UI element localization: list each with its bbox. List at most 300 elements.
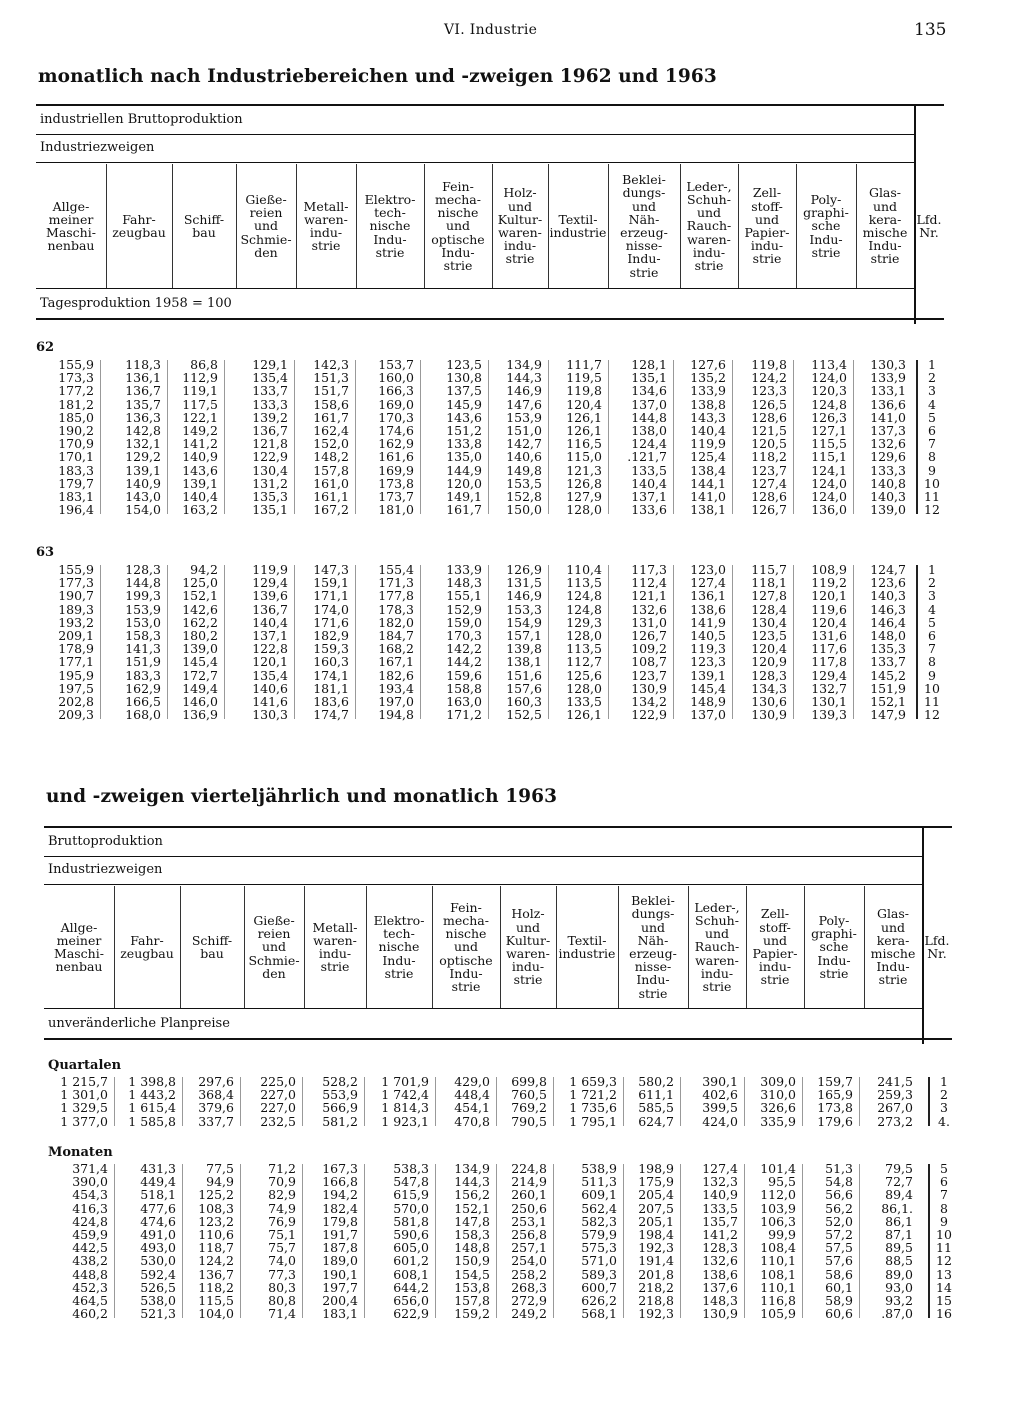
- table-cell: 116,8: [760, 1293, 796, 1308]
- column-header: Elektro- tech- nische Indu- strie: [364, 191, 416, 260]
- table-cell: 146,9: [506, 383, 542, 399]
- table-cell: 173,7: [378, 489, 414, 504]
- group-label: 63: [36, 545, 55, 560]
- table-cell: 137,0: [690, 707, 726, 723]
- table-cell: 297,6: [198, 1074, 234, 1089]
- table-cell: 93,2: [885, 1293, 913, 1308]
- table-cell: 199,3: [125, 588, 161, 604]
- table-cell: 135,2: [690, 370, 726, 386]
- table-cell: 198,4: [638, 1227, 674, 1242]
- table-cell: 70,9: [268, 1174, 296, 1190]
- table-cell: 110,6: [198, 1227, 234, 1242]
- table-cell: 196,4: [58, 502, 94, 518]
- table-cell: 790,5: [511, 1113, 547, 1129]
- table-cell: 190,7: [58, 588, 94, 604]
- table-cell: 249,2: [511, 1306, 547, 1322]
- table-cell: 581,2: [322, 1113, 358, 1129]
- table-cell: 134,2: [631, 694, 667, 709]
- row-number: 5: [928, 409, 936, 425]
- table-cell: 179,8: [322, 1213, 358, 1229]
- table-cell: 137,1: [631, 489, 667, 504]
- table-cell: 117,8: [811, 654, 847, 670]
- table-cell: 141,9: [690, 614, 726, 630]
- table-row: [0, 1101, 1024, 1114]
- table-cell: 268,3: [511, 1279, 547, 1295]
- table-cell: 442,5: [72, 1240, 108, 1256]
- table-cell: 77,5: [206, 1161, 234, 1176]
- table-cell: 171,3: [378, 575, 414, 591]
- table-cell: 148,9: [690, 694, 726, 709]
- row-number: 8: [940, 1200, 948, 1216]
- table-cell: 133,9: [690, 383, 726, 399]
- table-cell: 130,9: [751, 707, 787, 723]
- row-number: 9: [928, 667, 936, 683]
- column-divider: [688, 886, 689, 1008]
- table-cell: 71,2: [268, 1161, 296, 1176]
- table-cell: 94,9: [206, 1174, 234, 1190]
- table-cell: 257,1: [511, 1240, 547, 1256]
- table-cell: 175,9: [638, 1174, 674, 1190]
- table-cell: 71,4: [268, 1306, 296, 1322]
- table-cell: 326,6: [760, 1100, 796, 1116]
- table-cell: 470,8: [454, 1113, 490, 1129]
- table-row: [0, 1162, 1024, 1175]
- table-cell: 157,6: [506, 680, 542, 696]
- table-cell: 449,4: [140, 1174, 176, 1190]
- table-cell: 121,8: [252, 436, 288, 452]
- row-number: 4: [928, 601, 936, 617]
- table-cell: 179,6: [817, 1113, 853, 1129]
- table-cell: 126,8: [566, 475, 602, 491]
- table-cell: 609,1: [581, 1187, 617, 1203]
- table-row: [0, 411, 1024, 424]
- column-header: Fein- mecha- nische und optische Indu- strie: [439, 899, 493, 994]
- table-cell: 538,9: [581, 1161, 617, 1176]
- table-cell: 134,9: [454, 1161, 490, 1176]
- table-cell: 493,0: [140, 1240, 176, 1256]
- table-cell: 140,3: [870, 588, 906, 604]
- subheader-rule: [36, 162, 914, 163]
- table-cell: 117,6: [811, 641, 847, 657]
- table-row: [0, 424, 1024, 437]
- table-cell: 136,1: [690, 588, 726, 604]
- table-cell: 119,2: [811, 575, 847, 591]
- table-cell: 80,8: [268, 1293, 296, 1308]
- table-cell: 113,4: [811, 357, 847, 372]
- column-header: Glas- und kera- mische Indu- strie: [862, 185, 908, 267]
- table-cell: 511,3: [581, 1174, 617, 1190]
- table-cell: 132,7: [811, 680, 847, 696]
- table-cell: 101,4: [760, 1161, 796, 1176]
- row-number: 16: [936, 1306, 952, 1322]
- table-cell: 155,9: [58, 357, 94, 372]
- table-cell: 579,9: [581, 1227, 617, 1242]
- table-row: [0, 464, 1024, 477]
- table-cell: 120,3: [811, 383, 847, 399]
- row-number: 12: [936, 1253, 952, 1269]
- table-cell: 159,6: [446, 667, 482, 683]
- table-cell: 161,0: [313, 475, 349, 491]
- table-cell: 125,4: [690, 449, 726, 465]
- table-cell: 160,3: [313, 654, 349, 670]
- table-cell: 93,0: [885, 1279, 913, 1295]
- table-cell: 151,7: [313, 383, 349, 399]
- table-cell: 190,1: [322, 1266, 358, 1282]
- table-cell: 153,5: [506, 475, 542, 491]
- table-cell: 335,9: [760, 1113, 796, 1129]
- table-cell: 166,3: [378, 383, 414, 399]
- table-row: [0, 384, 1024, 397]
- unit-label: Tagesproduktion 1958 = 100: [40, 296, 232, 311]
- table-cell: 119,8: [566, 383, 602, 399]
- table-cell: 122,8: [252, 641, 288, 657]
- table-row: [0, 1281, 1024, 1294]
- table-cell: 173,8: [817, 1100, 853, 1116]
- column-divider: [180, 886, 181, 1008]
- table-cell: 162,2: [182, 614, 218, 630]
- table-cell: 183,6: [313, 694, 349, 709]
- table-cell: 133,6: [631, 502, 667, 518]
- row-number: 10: [936, 1227, 952, 1242]
- table-cell: 224,8: [511, 1161, 547, 1176]
- table-cell: 167,2: [313, 502, 349, 518]
- table-cell: 120,1: [811, 588, 847, 604]
- table-cell: 624,7: [638, 1113, 674, 1129]
- table-cell: 253,1: [511, 1213, 547, 1229]
- table-cell: 581,8: [393, 1213, 429, 1229]
- table-cell: 491,0: [140, 1227, 176, 1242]
- table-cell: 161,7: [446, 502, 482, 518]
- table-cell: 136,7: [252, 601, 288, 617]
- row-number: 7: [928, 436, 936, 452]
- table-cell: 124,7: [870, 562, 906, 577]
- table-cell: 149,4: [182, 680, 218, 696]
- table-cell: 192,3: [638, 1240, 674, 1256]
- table-cell: 138,6: [690, 601, 726, 617]
- column-divider: [296, 164, 297, 288]
- table-cell: 160,3: [506, 694, 542, 709]
- table-cell: 159,0: [446, 614, 482, 630]
- table-cell: 123,3: [751, 383, 787, 399]
- table-cell: 1 329,5: [60, 1100, 108, 1116]
- table-cell: 145,4: [182, 654, 218, 670]
- table-cell: 128,3: [125, 562, 161, 577]
- table-cell: 149,8: [506, 462, 542, 478]
- table-cell: 149,1: [446, 489, 482, 504]
- table-cell: 125,0: [182, 575, 218, 591]
- table-cell: 190,2: [58, 423, 94, 438]
- column-divider: [548, 164, 549, 288]
- table-cell: 162,9: [378, 436, 414, 452]
- table-cell: 115,0: [566, 449, 602, 465]
- table-row: [0, 1115, 1024, 1128]
- table-cell: 177,8: [378, 588, 414, 604]
- table-cell: 121,1: [631, 588, 667, 604]
- table-cell: 171,1: [313, 588, 349, 604]
- table-cell: 448,4: [454, 1087, 490, 1103]
- table-cell: 119,9: [690, 436, 726, 452]
- table-cell: 156,2: [454, 1187, 490, 1203]
- column-divider: [492, 164, 493, 288]
- table-cell: 124,0: [811, 489, 847, 504]
- table-cell: 390,0: [72, 1174, 108, 1190]
- table-cell: 113,5: [566, 641, 602, 657]
- table-cell: 130,9: [631, 680, 667, 696]
- table-cell: 183,3: [58, 462, 94, 478]
- table-cell: 171,6: [313, 614, 349, 630]
- table-cell: 128,1: [631, 357, 667, 372]
- table-cell: 267,0: [877, 1100, 913, 1116]
- table-cell: 538,3: [393, 1161, 429, 1176]
- table-cell: 140,4: [690, 423, 726, 438]
- table-cell: 120,5: [751, 436, 787, 452]
- row-number: 7: [928, 641, 936, 657]
- column-divider: [114, 886, 115, 1008]
- table-cell: 124,2: [751, 370, 787, 386]
- table-cell: 132,6: [870, 436, 906, 452]
- table-cell: 127,4: [690, 575, 726, 591]
- table-cell: 112,0: [760, 1187, 796, 1203]
- table-cell: 126,1: [566, 409, 602, 425]
- table-cell: 1 795,1: [569, 1113, 617, 1129]
- table-cell: 117,5: [182, 396, 218, 412]
- table-cell: 125,2: [198, 1187, 234, 1203]
- table-cell: 182,6: [378, 667, 414, 683]
- table-cell: 126,1: [566, 423, 602, 438]
- table-cell: 424,8: [72, 1213, 108, 1229]
- column-header: Textil- industrie: [558, 932, 616, 961]
- column-header: Metall- waren- indu- strie: [312, 919, 358, 975]
- table-cell: 128,3: [702, 1240, 738, 1256]
- table-cell: 104,0: [198, 1306, 234, 1322]
- table-cell: 138,6: [702, 1266, 738, 1282]
- table-cell: 178,3: [378, 601, 414, 617]
- table-cell: 129,4: [811, 667, 847, 683]
- table-cell: 155,4: [378, 562, 414, 577]
- table-cell: 124,0: [811, 370, 847, 386]
- column-header: Leder-, Schuh- und Rauch- waren- indu- strie: [686, 178, 732, 273]
- column-header: Leder-, Schuh- und Rauch- waren- indu- strie: [694, 899, 740, 994]
- table-cell: 133,9: [870, 370, 906, 386]
- table-cell: 214,9: [511, 1174, 547, 1190]
- row-number: 11: [924, 489, 940, 504]
- row-number: 9: [928, 462, 936, 478]
- table-cell: 146,3: [870, 601, 906, 617]
- table-cell: 135,3: [870, 641, 906, 657]
- table-cell: 150,0: [506, 502, 542, 518]
- row-number: 3: [940, 1100, 948, 1116]
- table-cell: 124,8: [566, 601, 602, 617]
- table-cell: 135,0: [446, 449, 482, 465]
- table-cell: 152,1: [454, 1200, 490, 1216]
- table-cell: 132,1: [125, 436, 161, 452]
- table-cell: 152,8: [506, 489, 542, 504]
- column-header: Gieße- reien und Schmie- den: [240, 191, 292, 260]
- table-cell: 124,0: [811, 475, 847, 491]
- row-number: 12: [924, 502, 940, 518]
- table-cell: 521,3: [140, 1306, 176, 1322]
- header-sub-label: Industriezweigen: [48, 862, 163, 877]
- table-cell: 123,3: [690, 654, 726, 670]
- table-cell: 151,9: [125, 654, 161, 670]
- table-cell: 119,3: [690, 641, 726, 657]
- table-cell: 129,6: [870, 449, 906, 465]
- table-row: [0, 563, 1024, 576]
- table-cell: 142,6: [182, 601, 218, 617]
- table-row: [0, 1294, 1024, 1307]
- table-cell: 143,6: [182, 462, 218, 478]
- table-cell: 127,9: [566, 489, 602, 504]
- table-cell: 119,6: [811, 601, 847, 617]
- table-cell: 590,6: [393, 1227, 429, 1242]
- table-cell: 133,3: [252, 396, 288, 412]
- table-cell: 170,9: [58, 436, 94, 452]
- table-cell: 547,8: [393, 1174, 429, 1190]
- column-divider: [304, 886, 305, 1008]
- column-header: Fahr- zeugbau: [120, 932, 174, 961]
- column-header: Lfd. Nr.: [916, 211, 942, 240]
- column-divider: [608, 164, 609, 288]
- table-cell: 209,1: [58, 628, 94, 643]
- table-cell: 144,2: [446, 654, 482, 670]
- table-cell: 151,3: [313, 370, 349, 386]
- column-divider: [432, 886, 433, 1008]
- table-cell: 416,3: [72, 1200, 108, 1216]
- table-cell: 130,3: [870, 357, 906, 372]
- table-cell: 123,7: [751, 462, 787, 478]
- row-number: 2: [928, 370, 936, 386]
- table-cell: 166,5: [125, 694, 161, 709]
- row-number: 6: [928, 628, 936, 643]
- table-row: [0, 669, 1024, 682]
- row-number: 11: [924, 694, 940, 709]
- table-cell: 205,4: [638, 1187, 674, 1203]
- table-cell: 147,8: [454, 1213, 490, 1229]
- table-cell: 1 585,8: [128, 1113, 176, 1129]
- table-cell: 159,2: [454, 1306, 490, 1322]
- table-cell: 135,1: [631, 370, 667, 386]
- table-cell: 148,8: [454, 1240, 490, 1256]
- table-cell: 371,4: [72, 1161, 108, 1176]
- column-header: Allge- meiner Maschi- nenbau: [54, 919, 104, 975]
- table-cell: 136,7: [198, 1266, 234, 1282]
- table-cell: 194,8: [378, 707, 414, 723]
- table-row: [0, 589, 1024, 602]
- table-cell: 155,1: [446, 588, 482, 604]
- table-cell: 118,2: [751, 449, 787, 465]
- table-cell: 130,1: [811, 694, 847, 709]
- table-cell: 116,5: [566, 436, 602, 452]
- table-cell: 139,0: [870, 502, 906, 518]
- table-cell: 108,4: [760, 1240, 796, 1256]
- table-cell: 57,5: [825, 1240, 853, 1256]
- table-cell: 131,0: [631, 614, 667, 630]
- table-cell: 477,6: [140, 1200, 176, 1216]
- table-cell: 128,6: [751, 409, 787, 425]
- table-cell: 134,3: [751, 680, 787, 696]
- running-header: VI. Industrie: [444, 22, 538, 38]
- table-cell: 57,2: [825, 1227, 853, 1242]
- table-row: [0, 603, 1024, 616]
- table-cell: 139,1: [182, 475, 218, 491]
- table-cell: 169,0: [378, 396, 414, 412]
- table-cell: 52,0: [825, 1213, 853, 1229]
- table-cell: 120,4: [811, 614, 847, 630]
- header-rule: [44, 856, 922, 857]
- table-cell: 474,6: [140, 1213, 176, 1229]
- table-cell: 128,0: [566, 680, 602, 696]
- table-cell: 135,4: [252, 667, 288, 683]
- table-cell: 123,2: [198, 1213, 234, 1229]
- table-cell: 138,0: [631, 423, 667, 438]
- table-cell: 180,2: [182, 628, 218, 643]
- table-cell: 113,5: [566, 575, 602, 591]
- table-cell: 86,1: [885, 1213, 913, 1229]
- table-row: [0, 629, 1024, 642]
- table-cell: 120,4: [751, 641, 787, 657]
- table-cell: 611,1: [638, 1087, 674, 1103]
- table-cell: 568,1: [581, 1306, 617, 1322]
- table-cell: 131,6: [811, 628, 847, 643]
- table-row: [0, 503, 1024, 516]
- table-cell: 158,3: [454, 1227, 490, 1242]
- table-cell: 163,0: [446, 694, 482, 709]
- table-cell: 169,9: [378, 462, 414, 478]
- table-cell: 769,2: [511, 1100, 547, 1116]
- table-row: [0, 398, 1024, 411]
- table-cell: 207,5: [638, 1200, 674, 1216]
- table-row: [0, 450, 1024, 463]
- table-cell: 141,2: [182, 436, 218, 452]
- table-cell: 126,7: [631, 628, 667, 643]
- column-divider: [106, 164, 107, 288]
- table-cell: 1 659,3: [569, 1074, 617, 1089]
- table-row: [0, 682, 1024, 695]
- table-cell: 138,1: [506, 654, 542, 670]
- table-row: [0, 1228, 1024, 1241]
- table-cell: 182,9: [313, 628, 349, 643]
- row-number: 8: [928, 654, 936, 670]
- table-cell: 153,7: [378, 357, 414, 372]
- table-cell: 126,7: [751, 502, 787, 518]
- table-cell: 128,4: [751, 601, 787, 617]
- table-cell: 79,5: [885, 1161, 913, 1176]
- column-divider: [746, 886, 747, 1008]
- table-cell: 177,2: [58, 383, 94, 399]
- table-cell: 138,1: [690, 502, 726, 518]
- column-header: Zell- stoff- und Papier- indu- strie: [744, 185, 790, 267]
- table-cell: 571,0: [581, 1253, 617, 1269]
- table-cell: 585,5: [638, 1100, 674, 1116]
- table-cell: 174,6: [378, 423, 414, 438]
- table-cell: 56,2: [825, 1200, 853, 1216]
- table-cell: 131,2: [252, 475, 288, 491]
- row-number: 4.: [938, 1113, 950, 1129]
- table-cell: 197,5: [58, 680, 94, 696]
- table-cell: 140,5: [690, 628, 726, 643]
- table-row: [0, 1188, 1024, 1201]
- table-cell: 144,3: [454, 1174, 490, 1190]
- table-cell: 115,5: [811, 436, 847, 452]
- table-cell: 132,6: [631, 601, 667, 617]
- table-cell: 58,6: [825, 1266, 853, 1282]
- table-cell: 153,9: [125, 601, 161, 617]
- table-cell: 148,2: [313, 449, 349, 465]
- table-cell: 159,1: [313, 575, 349, 591]
- table-row: [0, 708, 1024, 721]
- row-number: 13: [936, 1266, 952, 1282]
- table-cell: 126,5: [751, 396, 787, 412]
